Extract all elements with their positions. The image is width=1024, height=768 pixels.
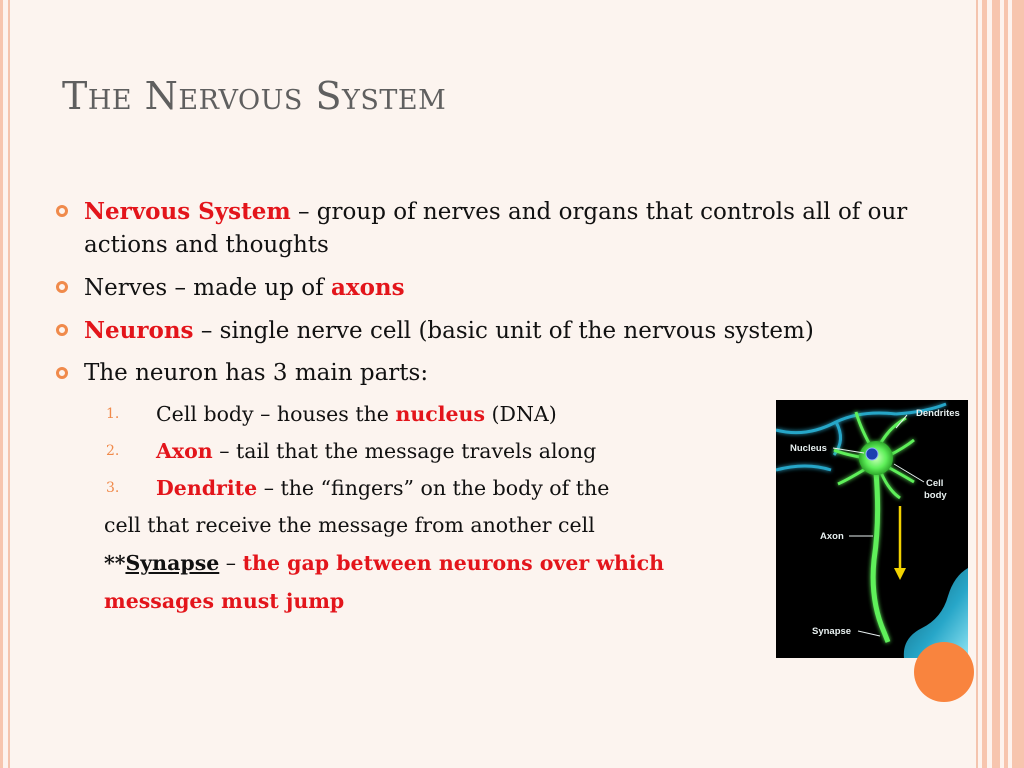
synapse-line-2: messages must jump — [104, 589, 345, 613]
orange-ring-icon — [56, 367, 68, 379]
label-body: body — [924, 490, 947, 501]
term-nucleus: nucleus — [395, 402, 486, 426]
neuron-diagram — [776, 400, 968, 658]
list-number: 2. — [106, 443, 120, 459]
synapse-dash: – — [219, 551, 243, 575]
term-axons: axons — [330, 274, 405, 301]
bullet-neurons — [56, 314, 946, 348]
slide-title: The Nervous System — [62, 74, 447, 118]
decorative-orange-circle — [914, 642, 974, 702]
axon — [873, 472, 888, 642]
dendrite-continuation: cell that receive the message from another cell — [104, 513, 595, 537]
part-text: – the “fingers” on the body of the — [257, 476, 610, 500]
part-text: Cell body – houses the — [156, 402, 396, 426]
neuron-illustration — [776, 400, 968, 658]
label-axon: Axon — [820, 531, 844, 542]
bullet-text: The neuron has 3 main parts: — [84, 360, 429, 386]
part-text: (DNA) — [485, 402, 557, 426]
bullet-text: – single nerve cell (basic unit of the nervous system) — [193, 318, 814, 344]
down-arrow-icon — [894, 506, 906, 580]
term-dendrite: Dendrite — [156, 476, 258, 500]
right-stripe-1 — [982, 0, 987, 768]
term-axon: Axon — [156, 439, 213, 463]
label-nucleus: Nucleus — [790, 443, 827, 454]
orange-ring-icon — [56, 205, 68, 217]
nucleus — [866, 448, 878, 460]
right-stripe-3 — [1004, 0, 1008, 768]
list-number: 1. — [106, 406, 120, 422]
orange-ring-icon — [56, 324, 68, 336]
term-neurons: Neurons — [84, 317, 194, 344]
bullet-text: Nerves – made up of — [84, 275, 331, 301]
list-number: 3. — [106, 480, 120, 496]
part-text: – tail that the message travels along — [212, 439, 597, 463]
term-nervous-system: Nervous System — [84, 198, 291, 225]
right-stripe-4 — [1012, 0, 1024, 768]
right-stripe-2 — [992, 0, 1000, 768]
left-edge-stripe — [0, 0, 3, 768]
label-synapse: Synapse — [812, 626, 852, 637]
term-synapse: Synapse — [125, 551, 220, 575]
bullet-neuron-parts — [56, 357, 946, 390]
bullet-text: – group of nerves and organs that controls all of our actions and thoughts — [84, 199, 908, 258]
synapse-prefix: ** — [104, 551, 126, 575]
label-dendrites: Dendrites — [916, 408, 960, 419]
synapse-definition: the gap between neurons over which — [242, 551, 665, 575]
bullet-nervous-system — [56, 195, 946, 262]
label-cell: Cell — [926, 478, 944, 489]
orange-ring-icon — [56, 281, 68, 293]
bullet-nerves — [56, 271, 946, 305]
